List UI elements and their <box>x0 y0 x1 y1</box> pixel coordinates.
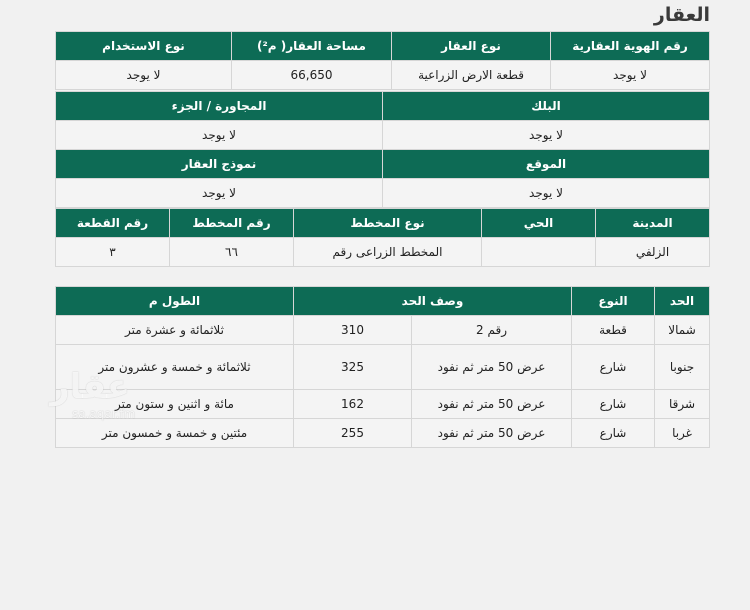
border-side: شرقا <box>655 390 710 419</box>
header-length: الطول م <box>56 287 294 316</box>
header-border-desc: وصف الحد <box>294 287 572 316</box>
block-location-table <box>55 91 710 208</box>
value-model: لا يوجد <box>56 179 383 208</box>
header-plan-type: نوع المخطط <box>294 209 482 238</box>
watermark-url: sa.aqar.fm <box>72 407 136 421</box>
border-side: شمالا <box>655 316 710 345</box>
header-property-type: نوع العقار <box>392 32 551 61</box>
border-side: غربا <box>655 419 710 448</box>
value-district <box>482 238 596 267</box>
border-length: 255 <box>294 419 412 448</box>
header-plan-number: رقم المخطط <box>170 209 294 238</box>
page-title: العقار <box>653 4 710 26</box>
border-length-words: ثلاثمائة و خمسة و عشرون متر <box>56 345 294 390</box>
border-desc: عرض 50 متر ثم نفود <box>412 419 572 448</box>
value-city: الزلفي <box>596 238 710 267</box>
value-location: لا يوجد <box>383 179 710 208</box>
header-district: الحي <box>482 209 596 238</box>
value-plan-number: ٦٦ <box>170 238 294 267</box>
header-border-type: النوع <box>572 287 655 316</box>
header-model: نموذج العقار <box>56 150 383 179</box>
border-desc: رقم 2 <box>412 316 572 345</box>
table-row <box>56 419 710 448</box>
header-property-id: رقم الهوية العقارية <box>551 32 710 61</box>
border-type: شارع <box>572 345 655 390</box>
value-usage-type: لا يوجد <box>56 61 232 90</box>
table-row <box>56 390 710 419</box>
border-type: شارع <box>572 390 655 419</box>
border-length: 325 <box>294 345 412 390</box>
property-info-table <box>55 31 710 90</box>
table-row <box>56 316 710 345</box>
border-desc: عرض 50 متر ثم نفود <box>412 390 572 419</box>
aqar-watermark <box>50 367 136 421</box>
border-length-words: مائة و اثنين و ستون متر <box>56 390 294 419</box>
header-location: الموقع <box>383 150 710 179</box>
border-length-words: ثلاثمائة و عشرة متر <box>56 316 294 345</box>
border-length: 162 <box>294 390 412 419</box>
borders-table <box>55 286 710 448</box>
header-property-area: مساحة العقار( م²) <box>232 32 392 61</box>
header-neighbor: المجاورة / الجزء <box>56 92 383 121</box>
value-property-area: 66,650 <box>232 61 392 90</box>
border-type: قطعة <box>572 316 655 345</box>
value-block: لا يوجد <box>383 121 710 150</box>
header-city: المدينة <box>596 209 710 238</box>
header-border-side: الحد <box>655 287 710 316</box>
border-desc: عرض 50 متر ثم نفود <box>412 345 572 390</box>
value-neighbor: لا يوجد <box>56 121 383 150</box>
value-plot-number: ٣ <box>56 238 170 267</box>
value-plan-type: المخطط الزراعى رقم <box>294 238 482 267</box>
border-side: جنوبا <box>655 345 710 390</box>
border-type: شارع <box>572 419 655 448</box>
border-length-words: مئتين و خمسة و خمسون متر <box>56 419 294 448</box>
plan-table <box>55 208 710 267</box>
value-property-id: لا يوجد <box>551 61 710 90</box>
border-length: 310 <box>294 316 412 345</box>
watermark-logo: عقار <box>50 367 131 407</box>
header-plot-number: رقم القطعة <box>56 209 170 238</box>
value-property-type: قطعة الارض الزراعية <box>392 61 551 90</box>
header-block: البلك <box>383 92 710 121</box>
header-usage-type: نوع الاستخدام <box>56 32 232 61</box>
table-row <box>56 345 710 390</box>
